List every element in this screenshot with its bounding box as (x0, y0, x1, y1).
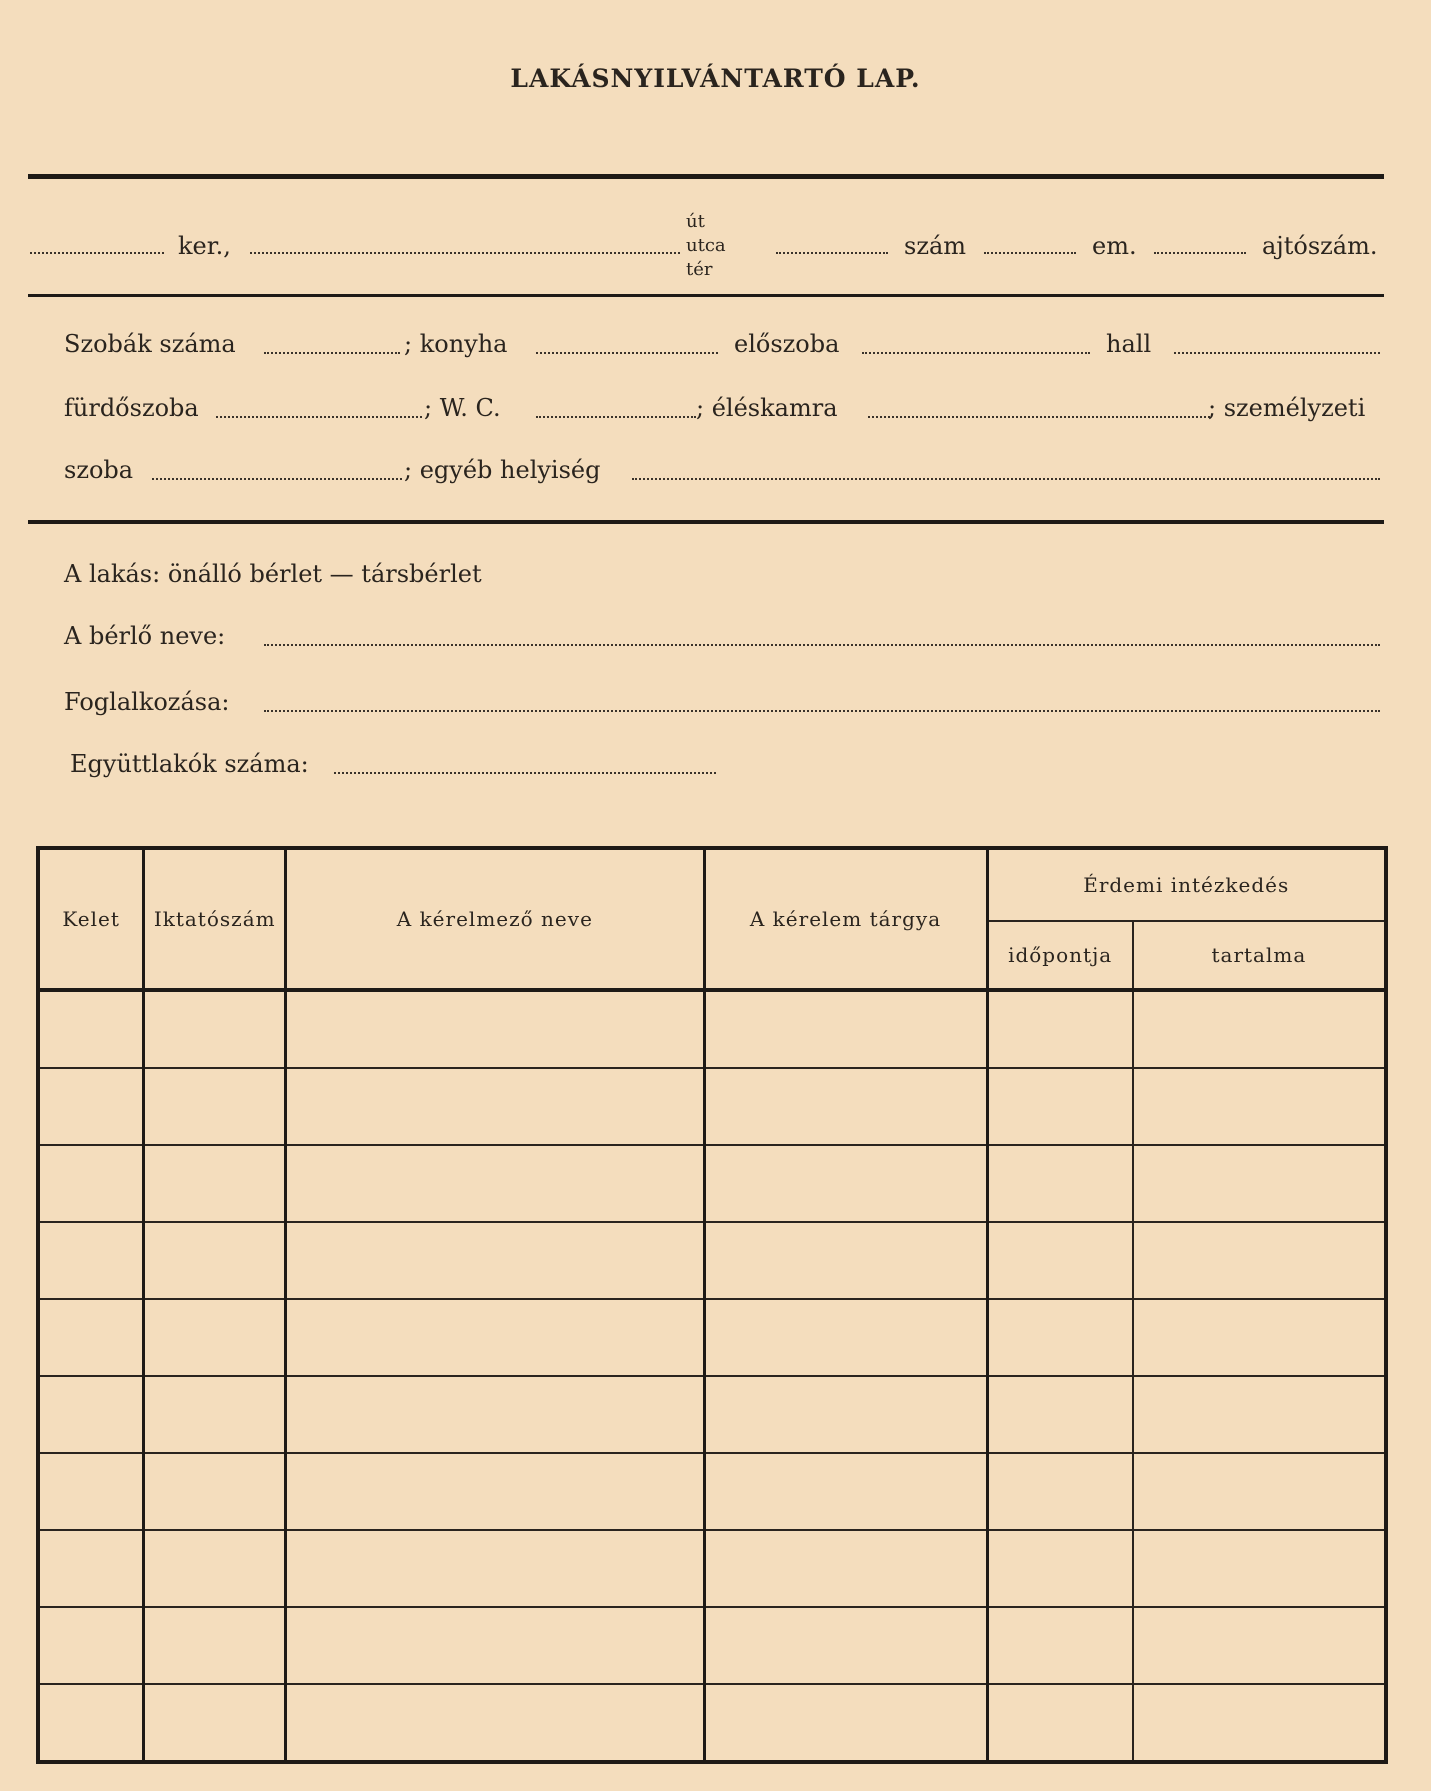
cohabitants-label: Együttlakók száma: (70, 750, 309, 778)
door-number-label: ajtószám. (1262, 232, 1378, 260)
cell-reference-number[interactable] (144, 1607, 286, 1684)
wc-label: ; W. C. (424, 394, 501, 422)
cell-date[interactable] (38, 1453, 144, 1530)
cell-action-date[interactable] (987, 1453, 1133, 1530)
staff-room-blank[interactable] (152, 478, 402, 480)
cell-action-content[interactable] (1133, 1453, 1386, 1530)
cell-action-date[interactable] (987, 1530, 1133, 1607)
staff-room-label: szoba (64, 456, 134, 484)
form-title: LAKÁSNYILVÁNTARTÓ LAP. (510, 64, 921, 93)
tenant-name-label: A bérlő neve: (64, 622, 226, 650)
kitchen-blank[interactable] (536, 352, 718, 354)
street-blank[interactable] (250, 252, 680, 254)
other-room-label: ; egyéb helyiség (404, 456, 601, 484)
header-action-content: tartalma (1133, 921, 1386, 990)
cell-action-date[interactable] (987, 1376, 1133, 1453)
house-number-blank[interactable] (776, 252, 888, 254)
cell-action-content[interactable] (1133, 1684, 1386, 1762)
door-blank[interactable] (1154, 252, 1246, 254)
cell-action-content[interactable] (1133, 1299, 1386, 1376)
header-action-taken: Érdemi intézkedés (987, 848, 1386, 921)
cell-action-date[interactable] (987, 1145, 1133, 1222)
table-row (38, 990, 1386, 1068)
cell-date[interactable] (38, 1684, 144, 1762)
header-action-date: időpontja (987, 921, 1133, 990)
cell-date[interactable] (38, 1145, 144, 1222)
rooms-count-blank[interactable] (264, 352, 400, 354)
kitchen-label: ; konyha (404, 330, 508, 358)
pantry-label: ; éléskamra (696, 394, 838, 422)
header-reference-number: Iktatószám (144, 848, 286, 990)
cell-applicant-name[interactable] (286, 1222, 704, 1299)
top-rule (28, 174, 1384, 179)
cell-date[interactable] (38, 990, 144, 1068)
cell-applicant-name[interactable] (286, 1068, 704, 1145)
cell-date[interactable] (38, 1607, 144, 1684)
cell-action-content[interactable] (1133, 1068, 1386, 1145)
cell-applicant-name[interactable] (286, 1684, 704, 1762)
table-row (38, 1145, 1386, 1222)
bathroom-blank[interactable] (216, 416, 422, 418)
header-applicant-name: A kérelmező neve (286, 848, 704, 990)
street-type-ter: tér (686, 259, 713, 280)
table-row (38, 1530, 1386, 1607)
table-row (38, 1222, 1386, 1299)
cell-reference-number[interactable] (144, 1376, 286, 1453)
cell-request-subject[interactable] (704, 1530, 987, 1607)
table-row (38, 1684, 1386, 1762)
floor-blank[interactable] (984, 252, 1076, 254)
district-blank[interactable] (30, 252, 164, 254)
header-date: Kelet (38, 848, 144, 990)
cell-date[interactable] (38, 1222, 144, 1299)
cell-date[interactable] (38, 1376, 144, 1453)
street-type-ut: út (686, 211, 705, 232)
cell-date[interactable] (38, 1299, 144, 1376)
cell-applicant-name[interactable] (286, 1453, 704, 1530)
cell-reference-number[interactable] (144, 1145, 286, 1222)
cohabitants-blank[interactable] (334, 772, 716, 774)
request-log-table (36, 846, 1388, 1764)
tenant-name-blank[interactable] (264, 644, 1380, 646)
cell-applicant-name[interactable] (286, 1376, 704, 1453)
cell-action-content[interactable] (1133, 1145, 1386, 1222)
cell-request-subject[interactable] (704, 1068, 987, 1145)
hallway-blank[interactable] (862, 352, 1090, 354)
cell-reference-number[interactable] (144, 1453, 286, 1530)
pantry-blank[interactable] (868, 416, 1210, 418)
hall-label: hall (1106, 330, 1152, 358)
table-row (38, 1068, 1386, 1145)
occupation-label: Foglalkozása: (64, 688, 230, 716)
cell-action-content[interactable] (1133, 990, 1386, 1068)
cell-action-date[interactable] (987, 990, 1133, 1068)
cell-reference-number[interactable] (144, 990, 286, 1068)
cell-reference-number[interactable] (144, 1222, 286, 1299)
floor-label: em. (1092, 232, 1137, 260)
cell-action-date[interactable] (987, 1068, 1133, 1145)
cell-action-content[interactable] (1133, 1607, 1386, 1684)
table-row (38, 1376, 1386, 1453)
cell-request-subject[interactable] (704, 1299, 987, 1376)
cell-reference-number[interactable] (144, 1299, 286, 1376)
street-type-options (686, 210, 726, 282)
table-row (38, 1607, 1386, 1684)
table-body (38, 990, 1386, 1762)
address-rule (28, 294, 1384, 297)
cell-action-date[interactable] (987, 1607, 1133, 1684)
cell-action-date[interactable] (987, 1684, 1133, 1762)
cell-action-content[interactable] (1133, 1376, 1386, 1453)
house-number-label: szám (904, 232, 967, 260)
cell-applicant-name[interactable] (286, 1530, 704, 1607)
cell-action-content[interactable] (1133, 1530, 1386, 1607)
cell-reference-number[interactable] (144, 1530, 286, 1607)
hallway-label: előszoba (734, 330, 840, 358)
table-row (38, 1453, 1386, 1530)
cell-request-subject[interactable] (704, 1145, 987, 1222)
cell-applicant-name[interactable] (286, 1299, 704, 1376)
header-request-subject: A kérelem tárgya (704, 848, 987, 990)
cell-action-date[interactable] (987, 1299, 1133, 1376)
cell-action-content[interactable] (1133, 1222, 1386, 1299)
cell-action-date[interactable] (987, 1222, 1133, 1299)
cell-reference-number[interactable] (144, 1068, 286, 1145)
street-type-utca: utca (686, 235, 726, 256)
bathroom-label: fürdőszoba (64, 394, 199, 422)
other-room-blank[interactable] (632, 478, 1380, 480)
cell-request-subject[interactable] (704, 1684, 987, 1762)
wc-blank[interactable] (536, 416, 696, 418)
rooms-count-label: Szobák száma (64, 330, 236, 358)
hall-blank[interactable] (1174, 352, 1380, 354)
cell-applicant-name[interactable] (286, 990, 704, 1068)
cell-date[interactable] (38, 1530, 144, 1607)
cell-applicant-name[interactable] (286, 1607, 704, 1684)
staff-label: ; személyzeti (1208, 394, 1366, 422)
occupation-blank[interactable] (264, 710, 1380, 712)
table-row (38, 1299, 1386, 1376)
cell-request-subject[interactable] (704, 1222, 987, 1299)
cell-reference-number[interactable] (144, 1684, 286, 1762)
apartment-type-label: A lakás: önálló bérlet — társbérlet (64, 560, 482, 588)
cell-date[interactable] (38, 1068, 144, 1145)
cell-request-subject[interactable] (704, 1607, 987, 1684)
rooms-rule (28, 520, 1384, 524)
district-label: ker., (178, 232, 231, 260)
cell-request-subject[interactable] (704, 1453, 987, 1530)
cell-applicant-name[interactable] (286, 1145, 704, 1222)
cell-request-subject[interactable] (704, 990, 987, 1068)
cell-request-subject[interactable] (704, 1376, 987, 1453)
